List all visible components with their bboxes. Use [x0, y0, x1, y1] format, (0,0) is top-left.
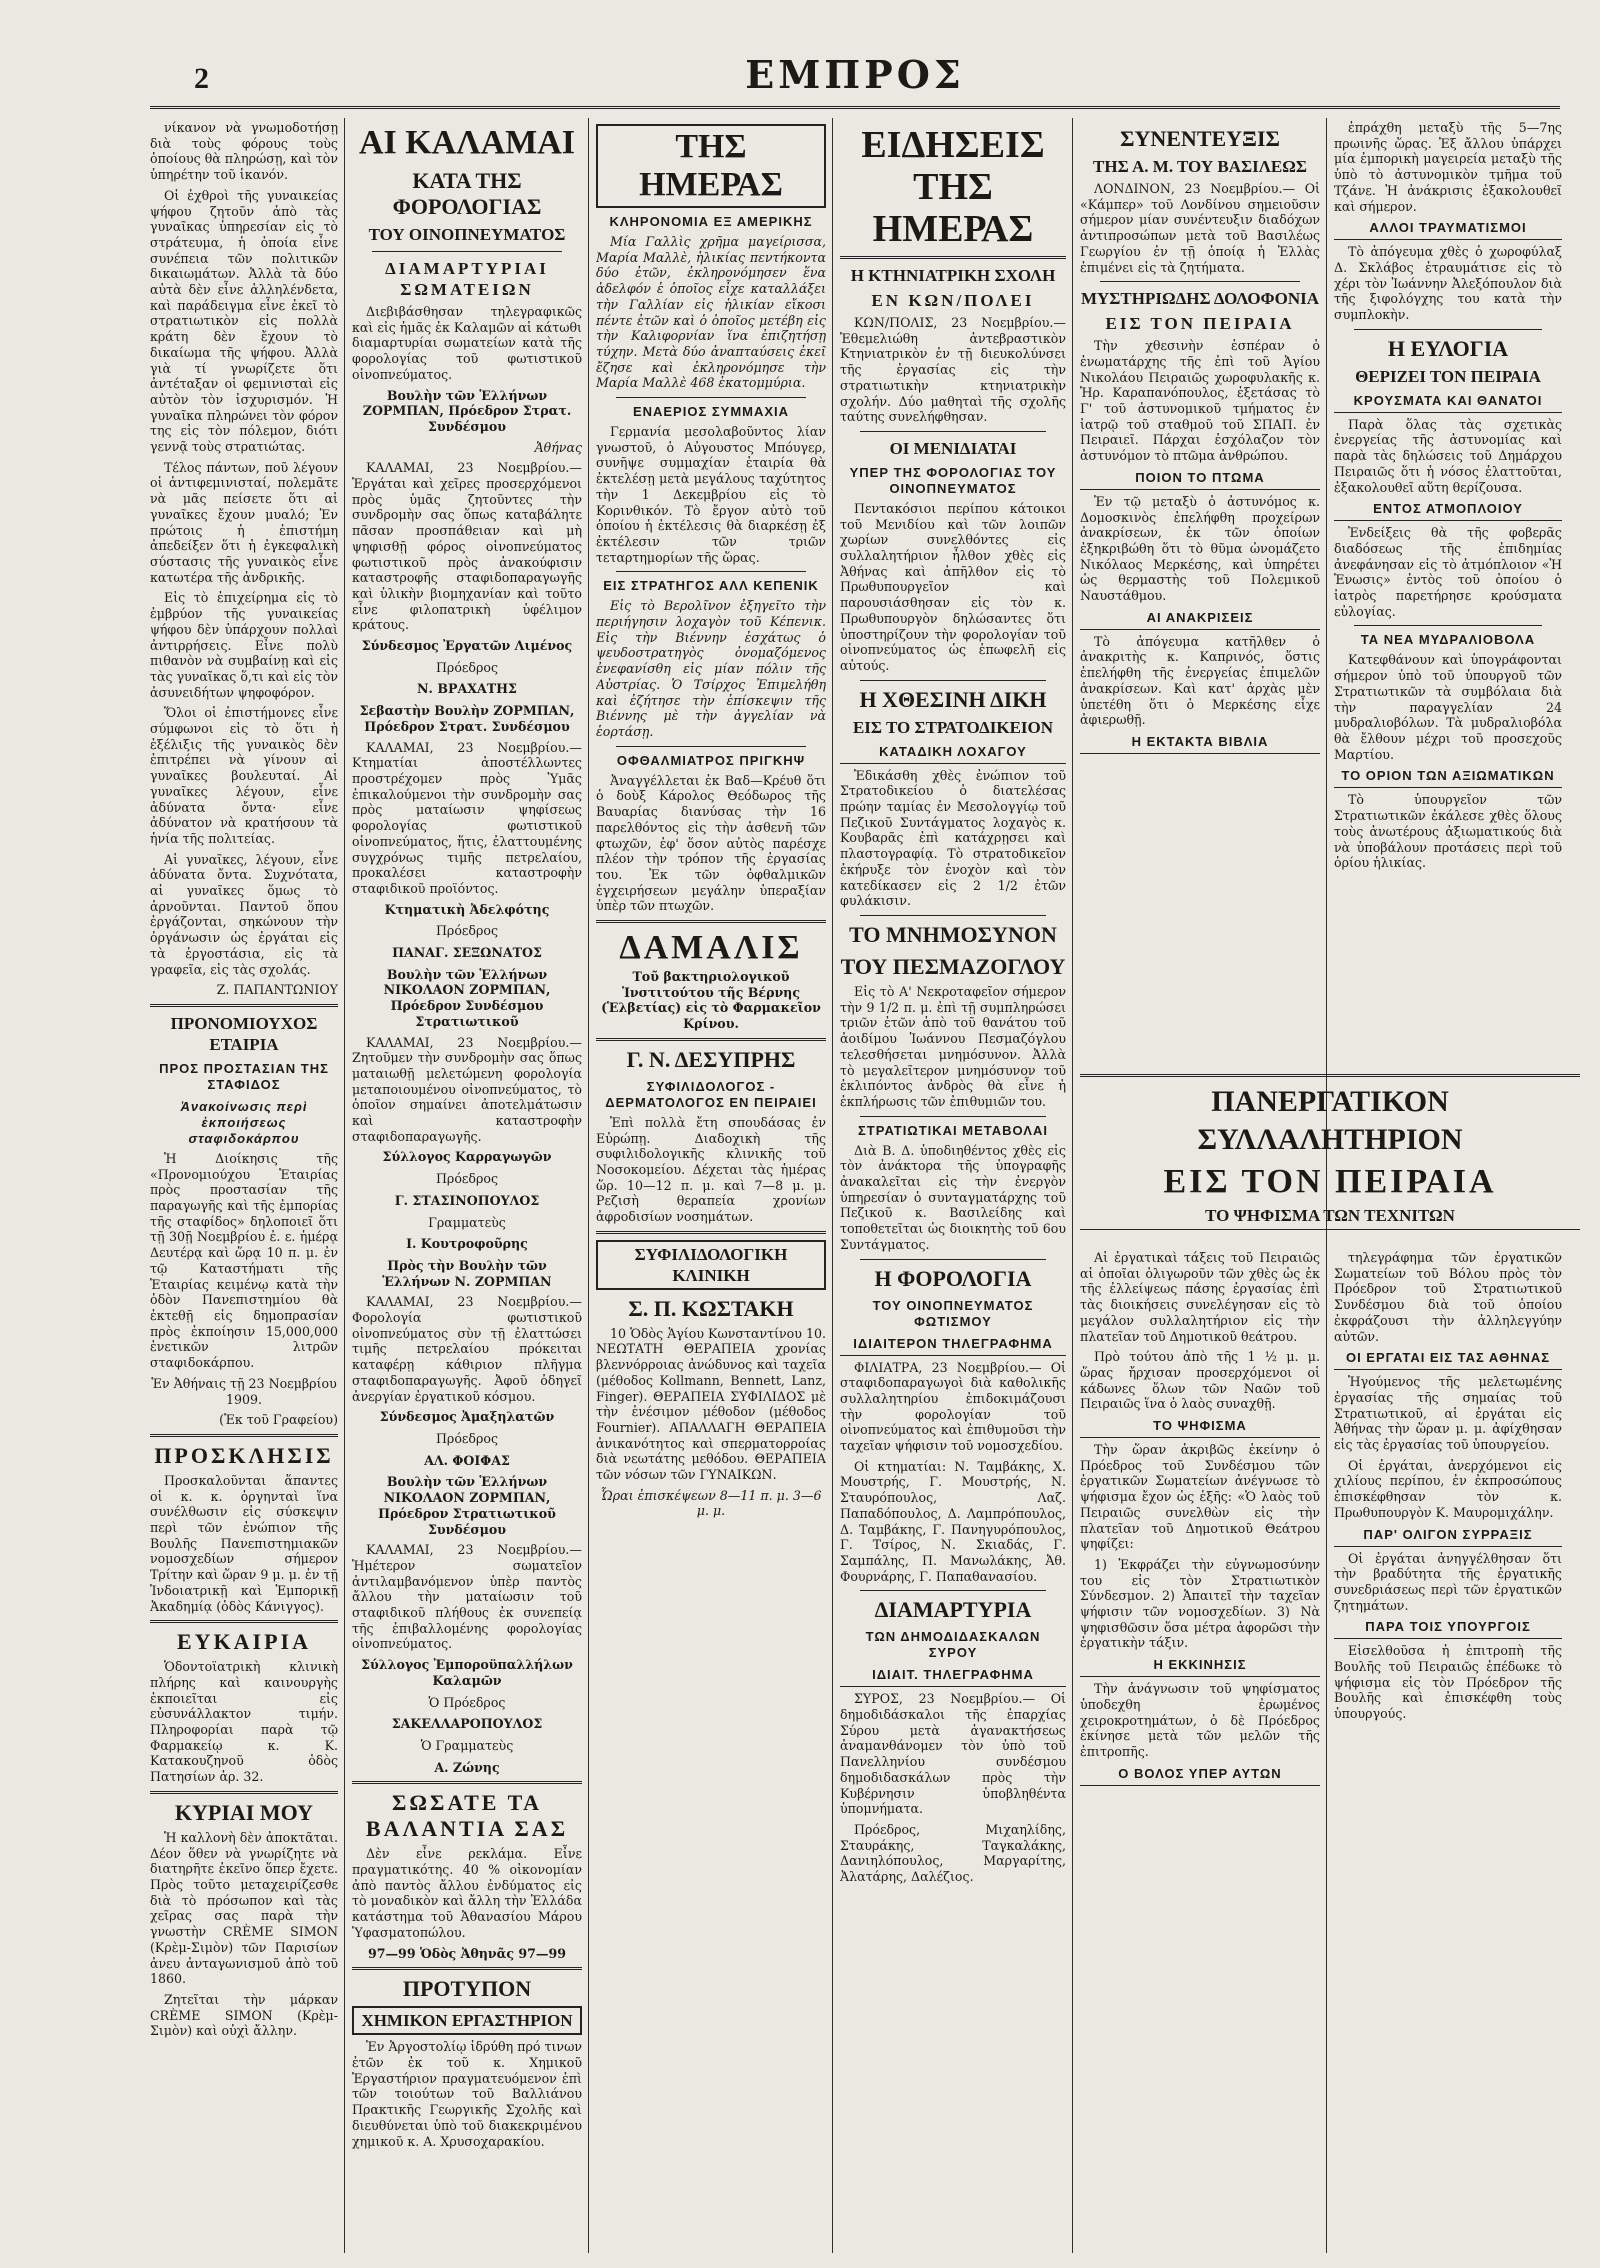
column-rule	[588, 118, 589, 2253]
ad-text: 10 Ὁδὸς Ἁγίου Κωνσταντίνου 10. ΝΕΩΤΑΤΗ ΘΕΡΑΠΕΙΑ χρονίας βλεννόρροιας ἀνώδυνος καὶ ταχεῖα (μέθοδος Kollmann, Bennett, Lanz, Finger). ΘΕΡΑΠΕΙΑ ΣΥΦΙΛΙΔΟΣ μὲ τὴν ἑνέσιμον μέθοδον (μέθοδος Fournier). ΑΠΑΛΛΑΓΗ ΘΕΡΑΠΕΙΑ ἀνικανότητος καὶ σπερματορροίας διὰ νεωτάτης μεθόδου. ΘΕΡΑΠΕΙΑ τῶν νόσων τῶν ΓΥΝΑΙΚΩΝ.	[596, 1325, 826, 1483]
article-subheadline: ΕΙΣ ΤΟΝ ΠΕΙΡΑΙΑ	[1163, 1163, 1497, 1200]
separator	[596, 1038, 826, 1041]
article-subheadline: ΤΩΝ ΔΗΜΟΔΙΔΑΣΚΑΛΩΝ ΣΥΡΟΥ	[865, 1629, 1041, 1661]
separator	[352, 1781, 582, 1784]
telegram-recipient: Σεβαστὴν Βουλὴν ΖΟΡΜΠΑΝ, Πρόεδρον Στρατ. Συνδέσμου	[359, 703, 575, 734]
article-headline: Η ΚΤΗΝΙΑΤΡΙΚΗ ΣΧΟΛΗ	[850, 266, 1056, 285]
ad-text: Ἐπὶ πολλὰ ἔτη σπουδάσας ἐν Εὐρώπῃ. Διαδοχικὴ τῆς συφιλιδολογικῆς κλινικῆς τοῦ Νοσοκομείου. Δέχεται τὰς ἡμέρας ὥρ. 10—12 π. μ. καὶ 7—8 μ. μ. Ρεζισὴ θεραπεία χρονίων ἀφροδισίων νοσημάτων.	[596, 1114, 826, 1225]
separator	[860, 1116, 1046, 1117]
article-headline: ΣΤΡΑΤΙΩΤΙΚΑΙ ΜΕΤΑΒΟΛΑΙ	[858, 1122, 1048, 1138]
page-number: 2	[194, 62, 209, 95]
column-5	[1080, 120, 1320, 1060]
signature: Πρόεδρος	[435, 659, 499, 675]
article-paragraph: Τὸ ἀπόγευμα κατῆλθεν ὁ ἀνακριτὴς κ. Καπρινός, ὅστις ἐπελήφθη τῆς ἐνεργείας ἐπιμελῶν ἀνακρίσεων. Καὶ κατ' ἀρχὰς μὲν ὑπετέθη ὅτι ὁ Μερκέσης εἶχε ἀφιερωθῇ.	[1080, 633, 1320, 728]
column-rule	[832, 118, 833, 2253]
article-headline: ΤΟ ΟΡΙΟΝ ΤΩΝ ΑΞΙΩΜΑΤΙΚΩΝ	[1334, 768, 1562, 788]
column-2	[352, 120, 582, 2250]
article-paragraph: Ἐδικάσθη χθὲς ἐνώπιον τοῦ Στρατοδικείου ὁ διατελέσας πρώην ταμίας ἐν Μεσολογγίῳ τοῦ Πεζικοῦ Συντάγματος λοχαγὸς κ. Κουβαρᾶς ἐπὶ κατάχρῃσει καὶ πλαστογραφίᾳ. Τὸ στρατοδικεῖον ἐκήρυξε τὸν ἐνοχὸν καὶ τὸν κατεδίκασεν εἰς 2 1/2 ἐτῶν φυλάκισιν.	[840, 767, 1066, 909]
article-paragraph: Εἰς τὸ ἐπιχείρημα εἰς τὸ ἐμβρύον τῆς γυναικείας ψήφου δὲν ὑπάρχουν πολλαὶ ἀντιρρήσεις. Εἶνε πολὺ πιθανὸν νὰ συμβαίνῃ καὶ εἰς τὰς γυναῖκας ὅ,τι καὶ εἰς τὸν ἀσυνειδήτων ψηφοφόρον.	[150, 590, 338, 700]
signature: Κτηματικὴ Ἀδελφότης	[384, 901, 550, 917]
signature: ΠΑΝΑΓ. ΣΕΞΩΝΑΤΟΣ	[392, 945, 542, 961]
author-signature: Ζ. ΠΑΠΑΝΤΩΝΙΟΥ	[216, 982, 338, 998]
article-paragraph: Κατεφθάνουν καὶ ὑπογράφονται σήμερον ὑπὸ τοῦ ὑπουργοῦ τῶν Στρατιωτικῶν τὰ συμβόλαια διὰ τὴν παραγγελίαν 24 μυδραλιοβόλων. Τὰ μυδραλιοβόλα θὰ ἔλθουν μέχρι τοῦ προσεχοῦς Μαρτίου.	[1334, 652, 1562, 762]
separator	[150, 1004, 338, 1007]
wide-article	[1080, 1068, 1580, 1234]
article-paragraph: Οἱ ἐργάται, ἀνερχόμενοι εἰς χιλίους περίπου, ἐν ἐκπροσώπους ἐπισκέφθησαν τὸν κ. Πρωθυπουργὸν Κ. Μαυρομιχάλην.	[1334, 1457, 1562, 1520]
ad-title: ΠΡΟΤΥΠΟΝ	[402, 1976, 532, 2002]
article-subheadline: ΠΑΡΑ ΤΟΙΣ ΥΠΟΥΡΓΟΙΣ	[1334, 1619, 1562, 1639]
article-headline: ΚΛΗΡΟΝΟΜΙΑ ΕΞ ΑΜΕΡΙΚΗΣ	[609, 214, 813, 229]
article-headline: ΤΑ ΝΕΑ ΜΥΔΡΑΛΙΟΒΟΛΑ	[1360, 632, 1536, 648]
ad-note: (Ἐκ τοῦ Γραφείου)	[219, 1412, 338, 1428]
separator	[1080, 1074, 1580, 1077]
separator	[596, 920, 826, 923]
signature: Σύνδεσμος Ἀμαξηλατῶν	[379, 1409, 555, 1425]
article-subheadline: ΕΙΣ ΤΟΝ ΠΕΙΡΑΙΑ	[1105, 314, 1295, 334]
paper-name: ΕΜΠΡΟΣ	[745, 52, 965, 97]
article-paragraph: Τὸ ἀπόγευμα χθὲς ὁ χωροφύλαξ Δ. Σκλάβος ἐτραυμάτισε εἰς τὸ χέρι τὸν Ἰωάννην Ἀλεξόπουλον διὰ τῆς ξιφολόγχης του κατὰ τὴν συμπλοκὴν.	[1334, 244, 1562, 323]
wide-article-right	[1334, 1250, 1562, 2250]
article-paragraph: τηλεγράφημα τῶν ἐργατικῶν Σωματείων τοῦ Βόλου πρὸς τὸν Πρόεδρον τοῦ Στρατιωτικοῦ Συνδέσμου διὰ τοῦ ὁποίου ἐκφράζουσι τὴν ἀλληλεγγύην αὐτῶν.	[1334, 1250, 1562, 1344]
ad-title: ΣΥΦΙΛΙΔΟΛΟΓΙΚΗ ΚΛΙΝΙΚΗ	[596, 1240, 826, 1290]
article-headline: Η ΧΘΕΣΙΝΗ ΔΙΚΗ	[859, 686, 1047, 712]
separator	[860, 915, 1046, 916]
separator	[616, 397, 806, 398]
ad-subtitle: ΣΥΦΙΛΙΔΟΛΟΓΟΣ - ΔΕΡΜΑΤΟΛΟΓΟΣ ΕΝ ΠΕΙΡΑΙΕΙ	[605, 1078, 817, 1110]
separator	[150, 1620, 338, 1623]
ad-title: ΔΑΜΑΛΙΣ	[619, 929, 803, 967]
article-paragraph: Παρὰ ὅλας τὰς σχετικὰς ἐνεργείας τῆς ἀστυνομίας καὶ παρὰ τὰς δηλώσεις τοῦ Δημάρχου Πειραιῶς ὅτι ἡ νόσος ἐλαττοῦται, ἐξακολουθεῖ αὕτη θερίζουσα.	[1334, 416, 1562, 495]
ad-title: ΣΩΣΑΤΕ ΤΑ ΒΑΛΑΝΤΙΑ ΣΑΣ	[365, 1790, 569, 1842]
article-subheadline: ΘΕΡΙΖΕΙ ΤΟΝ ΠΕΙΡΑΙΑ	[1355, 366, 1541, 386]
article-subheadline: Η ΕΚΤΑΚΤΑ ΒΙΒΛΙΑ	[1080, 734, 1320, 754]
article-headline: ΠΑΝΕΡΓΑΤΙΚΟΝ ΣΥΛΛΑΛΗΤΗΡΙΟΝ	[1197, 1085, 1463, 1156]
separator	[596, 1231, 826, 1234]
ad-text: Τοῦ βακτηριολογικοῦ Ἰνστιτούτου τῆς Βέρνης (Ἑλβετίας) εἰς τὸ Φαρμακεῖον Κρίνου.	[601, 969, 821, 1032]
article-subheadline: ΚΑΤΑ ΤΗΣ ΦΟΡΟΛΟΓΙΑΣ	[392, 168, 542, 219]
article-subheadline: ΕΝ ΚΩΝ/ΠΟΛΕΙ	[871, 291, 1035, 310]
article-paragraph: Διὰ Β. Δ. ὑποδιηθέντος χθὲς εἰς τὸν ἀνάκτορα τῆς ὑπογραφῆς ἀνακαλεῖται εἰς τὴν ἐνεργὸν ὑπηρεσίαν ὁ συνταγματάρχης τοῦ Πεζικοῦ κ. Βασιλείδης καὶ τοποθετεῖται ὡς διοικητὴς τοῦ 6ου Συντάγματος.	[840, 1142, 1066, 1252]
telegram-recipient: Βουλὴν τῶν Ἑλλήνων ΖΟΡΜΠΑΝ, Πρόεδρον Στρατ. Συνδέσμου	[362, 387, 572, 434]
separator	[150, 1434, 338, 1437]
masthead	[150, 52, 1560, 109]
ad-text: Ἡ Διοίκησις τῆς «Προνομιούχου Ἑταιρίας πρὸς προστασίαν τῆς παραγωγῆς καὶ τῆς ἐμπορίας τῆς σταφίδος» δηλοποιεῖ ὅτι τῇ 30ῇ Νοεμβρίου ἐ. ε. ἡμέρᾳ Δευτέρᾳ καὶ ὥρᾳ 10 π. μ. ἐν τῷ Καταστήματι τῆς Ἑταιρίας κειμένῳ κατὰ τὴν ὁδὸν Πανεπιστημίου θὰ ἐκτεθῇ εἰς δημοπρασίαν πρὸς ἐκποίησιν 15,000,000 ἑνετικῶν λιτρῶν σταφιδοκάρπου.	[150, 1150, 338, 1371]
article-paragraph: Τὸ ὑπουργεῖον τῶν Στρατιωτικῶν ἐκάλεσε χθὲς ὅλους τοὺς ἀνωτέρους ἀξιωματικούς διὰ νὰ ὑποβάλουν προτάσεις περὶ τοῦ ὁρίου ἡλικίας.	[1334, 792, 1562, 871]
ad-heading: Ἀνακοίνωσις περὶ ἐκποιήσεως σταφιδοκάρπου	[180, 1098, 308, 1146]
signature: Ὁ Γραμματεὺς	[420, 1737, 514, 1753]
separator	[860, 431, 1046, 432]
article-paragraph: Τέλος πάντων, ποῦ λέγουν οἱ ἀντιφεμινισταί, πολεμᾶτε νὰ μᾶς πείσετε ὅτι αἱ γυναῖκες ἔχουν μυαλό; Ἐν πρώτοις ἡ ἐπιστήμη ἀπεδείξεν ὅτι ἡ ἐγκεφαλικὴ σύστασις τῆς γυναικὸς εἶνε κατωτέρα τῆς ἀνδρικῆς.	[150, 459, 338, 585]
ad-date: Ἐν Ἀθήναις τῇ 23 Νοεμβρίου 1909.	[151, 1375, 337, 1407]
column-4	[840, 120, 1066, 2250]
article-subheadline: Ο ΒΟΛΟΣ ΥΠΕΡ ΑΥΤΩΝ	[1080, 1766, 1320, 1786]
separator	[860, 1590, 1046, 1591]
signature: Ν. ΒΡΑΧΑΤΗΣ	[417, 681, 517, 697]
ad-text: Ἡ καλλονὴ δὲν ἀποκτᾶται. Δέον ὅθεν νὰ γνωρίζητε νὰ διατηρῆτε ἐκεῖνο ὅπερ ἔχετε. Πρὸς τοῦτο μεταχειρίζεσθε διὰ τὸ πρόσωπον καὶ τὰς χεῖρας σας παρὰ τὴν γνωστὴν CRÈME SIMON (Κρὲμ-Σιμὸν) τῶν Παρισίων ἀνευ ἀνταγωνισμοῦ ἀπὸ τοῦ 1860.	[150, 1829, 338, 1987]
article-paragraph: νίκανον νὰ γνωμοδοτήσῃ διὰ τοὺς φόρους τοὺς ὁποίους θὰ πληρώσῃ, καὶ τὸν ὑπηρέτην τοῦ ἱκανόν.	[150, 120, 338, 183]
article-headline: ΟΦΘΑΛΜΙΑΤΡΟΣ ΠΡΙΓΚΗΨ	[616, 752, 806, 768]
article-paragraph: Εἰς τὸ Α' Νεκροταφεῖον σήμερον τὴν 9 1/2 π. μ. ἐπὶ τῇ συμπληρώσει τριῶν ἐτῶν ἀπὸ τοῦ θανάτου τοῦ ἀοιδίμου Ἰωάννου Πεσμαζόγλου τελεσθήσεται μνημόσυνον. Ἀλλὰ τὸ μεγαλεῖτερον μνημόσυνον τοῦ ἐκλιπόντος ἀνδρὸς θὰ εἶνε ἡ ἐκπλήρωσις τῶν ἐπιθυμιῶν του.	[840, 983, 1066, 1109]
article-subheadline: ΠΑΡ' ΟΛΙΓΟΝ ΣΥΡΡΑΞΙΣ	[1334, 1527, 1562, 1547]
signature: Πρόεδρος	[435, 1171, 499, 1187]
signature: ΣΑΚΕΛΛΑΡΟΠΟΥΛΟΣ	[391, 1716, 543, 1732]
ad-text: Ὁδοντοϊατρικὴ κλινικὴ πλήρης καὶ καινουργὴς ἐκποιεῖται εἰς εὐσυνάλλακτον τιμήν. Πληροφορίαι παρὰ τῷ Φαρμακείῳ κ. Κ. Κατακουζηνοῦ ὁδὸς Πατησίων ἀρ. 32.	[150, 1659, 338, 1785]
ad-name: Σ. Π. ΚΩΣΤΑΚΗ	[628, 1295, 794, 1321]
article-paragraph: Τὴν ὥραν ἀκριβῶς ἐκείνην ὁ Πρόεδρος τοῦ Συνδέσμου τῶν ἐργατικῶν Σωματείων ἀνέγνωσε τὸ ψήφισμα ἔχον ὡς ἑξῆς: «Ὁ λαὸς τοῦ Πειραιῶς συνελθὼν εἰς τὴν πλατεῖαν τοῦ Δημοτικοῦ Θεάτρου ψηφίζει:	[1080, 1442, 1320, 1552]
article-paragraph: Εἰς τὸ Βερολῖνον ἐξηγεῖτο τὴν περιήγησιν λοχαγὸν τοῦ Κέπενικ. Εἰς τὴν Βιέννην ἐσχάτως ὁ ψευδοστρατηγὸς ὀνομαζόμενος ἐνεφανίσθη εἰς μίαν πόλιν τῆς Αὐστρίας. Ὁ Τσίρχος Ἐπιμελήθη καὶ ἐζήτησε τὴν ἐπίσκεψιν τῆς Βιέννης μὲ τὴν ἀγγελίαν νὰ ἑορτάσῃ.	[596, 598, 826, 739]
signature: Ι. Κουτροφοῦρης	[406, 1236, 528, 1252]
article-paragraph: Πρόεδρος, Μιχαηλίδης, Σταυράκης, Ταγκαλάκης, Δανιηλόπουλος, Μαργαρίτης, Ἀλατάρης, Δαλέζιος.	[840, 1822, 1066, 1885]
column-rule	[344, 118, 345, 2253]
signature: Σύλλογος Ἐμποροϋπαλλήλων Καλαμῶν	[361, 1657, 573, 1688]
telegram-text: ΚΑΛΑΜΑΙ, 23 Νοεμβρίου.— Φορολογία φωτιστικοῦ οἰνοπνεύματος σὺν τῇ ἐλαττώσει τιμῆς πετρελαίου πρόκειται καταφέρῃ κάθιριον πλῆγμα σταφιδοπαραγωγῆς. Ἀφοῦ ὀδηγεῖ ἀνεργίαν ἐργατικοῦ κόσμου.	[352, 1294, 582, 1404]
article-subheadline: ΕΝΤΟΣ ΑΤΜΟΠΛΟΙΟΥ	[1334, 501, 1562, 521]
article-subheadline: ΤΗΣ Α. Μ. ΤΟΥ ΒΑΣΙΛΕΩΣ	[1093, 157, 1307, 176]
separator	[372, 251, 562, 252]
article-paragraph: Οἱ κτηματίαι: Ν. Ταμβάκης, Χ. Μουστρής, Γ. Μουστρής, Ν. Σταυρόπουλος, Λαζ. Παπαδόπουλος, Δ. Λαμπρόπουλος, Δ. Ταμβάκης, Γ. Πανηγυρόπουλος, Γ. Τσίρος, Ν. Σκιαδάς, Γ. Σαμπάλης, Π. Μανωλάκης, Ἀθ. Φουρνάρης, Γ. Παπαθανασίου.	[840, 1458, 1066, 1584]
separator	[860, 1259, 1046, 1260]
ad-title: ΠΡΟΣΚΛΗΣΙΣ	[154, 1442, 334, 1468]
article-paragraph: Πεντακόσιοι περίπου κάτοικοι τοῦ Μενιδίου καὶ τῶν λοιπῶν χωρίων συνελθόντες εἰς συλλαλητήριον ἦλθον χθὲς εἰς Ἀθήνας καὶ ἀπῆλθον εἰς τὸ Πρωθυπουργεῖον καὶ παρουσιάσθησαν εἰς τὸν κ. Πρωθυπουργὸν δηλώσαντες ὅτι ὑποστηρίζουν τὴν φορολογίαν τοῦ οἰνοπνεύματος ὡς ἐπωφελῆ εἰς αὐτούς.	[840, 500, 1066, 673]
article-paragraph: Γερμανία μεσολαβοῦντος λίαν γνωστοῦ, ὁ Αὐγουστος Μπόυγερ, συνῆψε συμμαχίαν ἑταιρία θὰ ἐκτελέσῃ μετὰ μεγάλους ταχύτητος τὴν 1 Δεκεμβρίου εἰς τὸ Κορινθικόν. Τὸ ἔργον αὐτὸ τοῦ ὁποίου ἡ ἐκτέλεσις θὰ διαρκέσῃ ἐξ ἐκτέλεσιν τῶν τριῶν τεταρτημορίων τῆς ὥρας.	[596, 424, 826, 565]
article-paragraph: Ἠγούμενος τῆς μελετωμένης ἐργασίας τῆς σημαίας τοῦ Στρατιωτικοῦ, αἱ ἐργάται εἰς Ἀθήνας τὴν ὥραν μ. μ. ἀφίχθησαν εἰς τὰς ἐργασίας τοῦ ὑπουργείου.	[1334, 1374, 1562, 1453]
separator	[1354, 329, 1542, 330]
article-paragraph: Τὴν ἀνάγνωσιν τοῦ ψηφίσματος ὑποδεχθη ἐρωμένος χειροκροτημάτων, ὁ δὲ Πρόεδρος ἐκίνησε μετὰ τῶν μελῶν τῆς ἐπιτροπῆς.	[1080, 1681, 1320, 1759]
article-paragraph: Ἀναγγέλλεται ἐκ Βαδ—Κρέυθ ὅτι ὁ δοὺξ Κάρολος Θεόδωρος τῆς Βαυαρίας διανύσας τὴν 16 παρελθόντος εἰς τὴν ἀσθενῆ τῶν φτωχῶν, ἐφ' ὅσον αὐτὸς παρέσχε πλέον τὴν τρόπον τῆς ἐργασίας του. Ἐκ τῶν ὀφθαλμικῶν ἐγχειρήσεων μεγάλην ὑπεραξίαν ὑπὲρ τῶν πτωχῶν.	[596, 772, 826, 914]
article-paragraph: ΣΥΡΟΣ, 23 Νοεμβρίου.— Οἱ δημοδιδάσκαλοι τῆς ἐπαρχίας Σύρου μετὰ ἀγανακτήσεως ἀναμανθάνομεν τὸν ὑπὸ τοῦ Πανελληνίου συνδέσμου δημοδιδασκάλων πρὸς τὴν Κυβέρνησιν ὑποβληθέντα ὑπομνήματα.	[840, 1691, 1066, 1817]
article-paragraph: Οἱ ἐργάται ἀνηγγέλθησαν ὅτι τὴν βραδύτητα τῆς ἐργατικῆς συνεδριάσεως περὶ τῶν ἐργατικῶν ζητημάτων.	[1334, 1550, 1562, 1613]
article-paragraph: Πρὸ τούτου ἀπὸ τῆς 1 ½ μ. μ. ὥρας ἤρχισαν προσερχόμενοι οἱ κάδωνες ὅλων τῶν Ναῶν τοῦ Πειραιῶς ἵνα ὁ λαὸς συναχθῇ.	[1080, 1349, 1320, 1412]
article-subheadline: ΤΟΥ ΠΕΣΜΑΖΟΓΛΟΥ	[840, 953, 1066, 979]
separator	[616, 571, 806, 572]
article-subheadline: ΥΠΕΡ ΤΗΣ ΦΟΡΟΛΟΓΙΑΣ ΤΟΥ ΟΙΝΟΠΝΕΥΜΑΤΟΣ	[849, 464, 1057, 496]
article-paragraph: Διεβιβάσθησαν τηλεγραφικῶς καὶ εἰς ἡμᾶς ἐκ Καλαμῶν αἱ κάτωθι διαμαρτυρίαι σωματείων κατὰ τῆς φορολογίας τοῦ φωτιστικοῦ οἰνοπνεύματος.	[352, 304, 582, 382]
article-paragraph: Αἱ γυναῖκες, λέγουν, εἶνε ἀδύνατα ὄντα. Συχνότατα, αἱ γυναῖκες ὅμως τὸ ἀρνοῦνται. Παντοῦ ὅπου ἐργάζονται, σηκώνουν τὴν ὀργάνωσιν ὡς ἐργάται εἰς τὰ ἐργοστάσια, εἰς τὰ γραφεῖα, εἰς τὰς σχολάς.	[150, 851, 338, 977]
article-headline: ΤΟ ΜΝΗΜΟΣΥΝΟΝ	[849, 921, 1057, 947]
signature: Πρόεδρος	[435, 923, 499, 939]
column-rule	[1326, 1240, 1327, 2250]
article-paragraph: Ὅλοι οἱ ἐπιστήμονες εἶνε σύμφωνοι εἰς τὸ ὅτι ἡ ἐξέλιξις τῆς γυναικὸς δὲν ἐπιτρέπει νὰ γίνουν αἱ γυναῖκες βουλευταί. Αἱ γυναῖκες λέγουν, εἶνε ἀδύνατα ὄντα· εἶνε ἀδύνατον νὰ κρατήσουν τὰ ἡνία τῆς πολιτείας.	[150, 705, 338, 846]
article-paragraph: Μία Γαλλὶς χρῆμα μαγείρισσα, Μαρία Μαλλὲ, ἡλικίας πεντήκοντα δύο ἐτῶν, ἐκληρονόμησεν ἕνα ἀδελφόν ἑ ὁποῖος εἶχε καταλλάξει τὴν Γαλλίαν εἰς ἡλικίαν εἴκοσι πέντε ἐτῶν καὶ ὁ ὁποῖος μετέβη εἰς τὴν Καλιφορνίαν ἵνα ἐπιζητήσῃ τύχην. Μετὰ δύο ἀναπταύσεις ἐκεῖ ἔζησε καὶ ἐκληρονόμησε τὴν Μαρία Μαλλὲ 468 ἑκατομμύρια.	[596, 234, 826, 391]
telegram-text: ΚΑΛΑΜΑΙ, 23 Νοεμβρίου.— Ζητοῦμεν τὴν συνδρομὴν σας ὅπως ματαιωθῇ μελετώμενη φορολογία μεταποιουμένου οἰνοπνεύματος, τὸ ὁποῖον σημαίνει ἀποτελμάτωσιν καὶ καταστροφὴν σταφιδοπαραγωγῆς.	[352, 1034, 582, 1144]
article-headline: ΟΙ ΜΕΝΙΔΙΑΤΑΙ	[889, 438, 1017, 458]
article-paragraph: Εἰσελθοῦσα ἡ ἐπιτροπὴ τῆς Βουλῆς τοῦ Πειραιῶς ἐπέδωκε τὸ ψήφισμα εἰς τὸν Πρόεδρον τῆς Βουλῆς καὶ ἐπισκέφθη τοὺς ὑπουργούς.	[1334, 1643, 1562, 1722]
wide-article-left	[1080, 1250, 1320, 2250]
ad-title: ΕΥΚΑΙΡΙΑ	[176, 1629, 311, 1655]
article-paragraph: ΦΙΛΙΑΤΡΑ, 23 Νοεμβρίου.— Οἱ σταφιδοπαραγωγοὶ διὰ καθολικῆς συλλαλητηρίου ἐπιδοκιμάζουσι τὴν φορολογίαν τοῦ οἰνοπνεύματος καὶ ἐπιθυμοῦσι τὴν ταχεῖαν ψήφισιν τοῦ νομοσχεδίου.	[840, 1359, 1066, 1454]
column-rule	[1072, 118, 1073, 2253]
telegram-text: ΚΑΛΑΜΑΙ, 23 Νοεμβρίου.— Ἐργάται καὶ χεῖρες προσερχόμενοι πρὸς ὑμᾶς ζητοῦντες τὴν συνδρομὴν σας ὅπως καταβάλητε πᾶσαν προσπάθειαν καὶ μὴ ψηφισθῇ φόρος οἰνοπνεύματος φωτιστικοῦ πρὸς ἀνακούφισιν καταστροφῆς σταφιδοπαραγωγῆς καὶ ὑλικὴν βιομηχανίαν καὶ τοῦτο εἶνε φιλοπατρικὴ ὑφέλιμον κράτους.	[352, 460, 582, 633]
separator	[616, 746, 806, 747]
telegram-recipient: Βουλὴν τῶν Ἑλλήνων ΝΙΚΟΛΑΟΝ ΖΟΡΜΠΑΝ, Πρόεδρον Στρατιωτικοῦ Συνδέσμου	[378, 1474, 556, 1537]
article-subheadline: ΑΛΛΟΙ ΤΡΑΥΜΑΤΙΣΜΟΙ	[1334, 220, 1562, 240]
article-subheadline: ΔΙΑΜΑΡΤΥΡΙΑΙ ΣΩΜΑΤΕΙΩΝ	[385, 259, 549, 299]
telegram-recipient: Βουλὴν τῶν Ἑλλήνων ΝΙΚΟΛΑΟΝ ΖΟΡΜΠΑΝ, Πρόεδρον Συνδέσμου Στρατιωτικοῦ	[383, 966, 551, 1029]
article-paragraph: ἐπράχθη μεταξὺ τῆς 5—7ης πρωινῆς ὥρας. Ἐξ ἄλλου ὑπάρχει μία ἐμπορικὴ μαγειρεία μεταξὺ τῆς ὑπὸ τὸ ἀστυνομικὸν τμῆμα τοῦ Τζάνε. Ἡ ἀνάκρισις ἐξακολουθεῖ καὶ σήμερον.	[1334, 120, 1562, 214]
article-subheadline: ΤΟ ΨΗΦΙΣΜΑ	[1080, 1418, 1320, 1438]
ad-text: Προσκαλοῦνται ἅπαντες οἱ κ. κ. ὀργηνταὶ ἵνα συνέλθωσιν εἰς σύσκεψιν περὶ τῶν ἐνώπιον τῆς Βουλῆς Πανεπιστημιακῶν νομοσχεδίων σήμερον Τρίτην καὶ ὥραν 9 μ. μ. ἐν τῇ Ἰνδοιατρικῇ καὶ Ἐμπορικῇ Ἀκαδημίᾳ (ὁδὸς Κάνιγγος).	[150, 1472, 338, 1614]
signature: Ὁ Πρόεδρος	[428, 1694, 506, 1710]
article-headline: Η ΦΟΡΟΛΟΓΙΑ	[874, 1265, 1032, 1291]
article-subheadline: ΙΔΙΑΙΤ. ΤΗΛΕΓΡΑΦΗΜΑ	[840, 1667, 1066, 1687]
separator	[860, 680, 1046, 681]
separator	[150, 1791, 338, 1794]
article-headline: Η ΕΥΛΟΓΙΑ	[1387, 335, 1509, 361]
signature: Γ. ΣΤΑΣΙΝΟΠΟΥΛΟΣ	[394, 1192, 540, 1208]
article-paragraph: Αἱ ἐργατικαὶ τάξεις τοῦ Πειραιῶς αἱ ὁποῖαι ὀλιγωροῦν τῶν χθὲς ὡς ἐκ τῆς ἐλλείψεως πάσης ἐργασίας ἐπὶ τὰς διοικήσεις συνελέγησαν εἰς τὸ μεγάλον συλλαλητήριον εἰς τὴν πλατεῖαν τοῦ Δημοτικοῦ θεάτρου.	[1080, 1250, 1320, 1344]
article-paragraph: Ἐν τῷ μεταξὺ ὁ ἀστυνόμος κ. Δομοσκινὸς ἐπελήφθη προχείρων ἀνακρίσεων, ἐκ τῶν ὁποίων ἐξηκριβώθη ὅτι τὸ θῦμα ὠνομάζετο Νικόλαος Μερκέσης, καὶ ὑπηρέτει ὡς θερμαστὴς τοῦ Πολεμικοῦ Ναυστάθμου.	[1080, 493, 1320, 604]
article-subheadline: ΕΙΣ ΤΟ ΣΤΡΑΤΟΔΙΚΕΙΟΝ	[852, 717, 1054, 737]
signature: Α. Ζώνης	[434, 1759, 500, 1775]
ad-subtitle: ΠΡΟΣ ΠΡΟΣΤΑΣΙΑΝ ΤΗΣ ΣΤΑΦΙΔΟΣ	[159, 1060, 329, 1092]
separator	[1354, 625, 1542, 626]
ad-title: Γ. Ν. ΔΕΣΥΠΡΗΣ	[626, 1046, 796, 1072]
article-subheadline: ΚΑΤΑΔΙΚΗ ΛΟΧΑΓΟΥ	[840, 744, 1066, 764]
article-headline: ΣΥΝΕΝΤΕΥΞΙΣ	[1120, 126, 1280, 151]
article-subheadline: ΤΟΥ ΟΙΝΟΠΝΕΥΜΑΤΟΣ	[368, 225, 566, 244]
article-paragraph: Τὴν χθεσινὴν ἑσπέραν ὁ ἐνωματάρχης τῆς ἐπὶ τοῦ Ἀγίου Νικολάου Πειραιῶς χωροφυλακῆς κ. Ἡρ. Καραπανόπουλος, ἐξετάσας τὸ Γ' τοῦ ἀστυνομικοῦ τμήματος ἐν ἰατρῷ τοῦ σταθμοῦ τοῦ ΣΠΑΠ. ἐν Πειραιεῖ. Πάρχαι ἐσχόλαζον τὸν ἀστυνόμον τὸ πτῶμα ἀνθρώπου.	[1080, 338, 1320, 464]
article-headline: ΑΙ ΚΑΛΑΜΑΙ	[358, 124, 576, 161]
section-headline: ΤΗΣ ΗΜΕΡΑΣ	[596, 124, 826, 208]
ad-text: Δὲν εἶνε ρεκλάμα. Εἶνε πραγματικότης. 40 % οἰκονομίαν ἀπὸ παντὸς ἄλλου ἐνδύματος εἰς τὸ μοναδικὸν καὶ ἄλλη τὴν Ἑλλάδα κατάστημα τοῦ Ἀθανασίου Μάρου Ὑφασματοπώλου.	[352, 1846, 582, 1940]
separator	[840, 256, 1066, 259]
article-headline: ΕΝΑΕΡΙΟΣ ΣΥΜΜΑΧΙΑ	[632, 404, 790, 420]
article-headline: ΕΙΣ ΣΤΡΑΤΗΓΟΣ ΑΛΛ ΚΕΠΕΝΙΚ	[603, 578, 819, 594]
ad-text: Ἐν Ἀργοστολίῳ ἱδρύθη πρό τινων ἐτῶν ἐκ τοῦ κ. Χημικοῦ Ἐργαστήριον πραγματευόμενον ἐπὶ τῶν τοιούτων τοῦ Βαλλιάνου Πρακτικῆς Γεωργικῆς Σχολῆς καὶ διευθύνεται ὑπὸ τοῦ διακεκριμένου χημικοῦ κ. Α. Χρυσοχαρακίου.	[352, 2039, 582, 2149]
article-subheadline: ΚΡΟΥΣΜΑΤΑ ΚΑΙ ΘΑΝΑΤΟΙ	[1334, 393, 1562, 413]
separator	[352, 1967, 582, 1970]
telegram-text: ΚΑΛΑΜΑΙ, 23 Νοεμβρίου.— Κτηματίαι ἀποστέλλωντες προστρέχομεν πρὸς Ὑμᾶς ἐπικαλούμενοι τὴν συνδρομὴν σας πρὸς ματαίωσιν ψηφίσεως φορολογίας φωτιστικοῦ οἰνοπνεύματος, ἥτις, ἐλαττουμένης συγχρόνως τιμῆς πετρελαίου, προκαλέσει καταστροφὴν σταφιδικοῦ προϊόντος.	[352, 739, 582, 896]
article-paragraph: ΚΩΝ/ΠΟΛΙΣ, 23 Νοεμβρίου.— Ἐθεμελιώθη ἀντεβραστικὸν Κτηνιατρικὸν ἐν τῇ διευκολύνσει τῆς ἐργασίας εἰς τὴν στρατιωτικὴν κτηνιατρικὴν σχολήν. Δύο μαθηταὶ τῆς σχολῆς ταύτης συνελήφθησαν.	[840, 315, 1066, 425]
signature: Σύνδεσμος Ἐργατῶν Λιμένος	[361, 638, 573, 654]
telegram-recipient: Πρὸς τὴν Βουλὴν τῶν Ἑλλήνων Ν. ΖΟΡΜΠΑΝ	[382, 1257, 552, 1289]
article-subheadline: ΤΟ ΨΗΦΙΣΜΑ ΤΩΝ ΤΕΧΝΙΤΩΝ	[1080, 1205, 1580, 1230]
column-6	[1334, 120, 1562, 1060]
column-1	[150, 120, 338, 2250]
article-subheadline: ΤΟΥ ΟΙΝΟΠΝΕΥΜΑΤΟΣ ΦΩΤΙΣΜΟΥ	[872, 1297, 1034, 1329]
ad-title: ΠΡΟΝΟΜΙΟΥΧΟΣ ΕΤΑΙΡΙΑ	[170, 1013, 318, 1054]
article-subheadline: ΠΟΙΟΝ ΤΟ ΠΤΩΜΑ	[1080, 470, 1320, 490]
telegram-text: ΚΑΛΑΜΑΙ, 23 Νοεμβρίου.— Ἡμέτερον σωματεῖον ἀντιλαμβανόμενον ὑπὲρ παντὸς ἄλλου τὴν ματαίωσιν τοῦ σταφιδικοῦ πλήθους ἐκ συνεπείᾳ τῆς ἐπιβαλλομένης φορολογίας οἰνοπνεύματος.	[352, 1542, 582, 1652]
article-paragraph: Οἱ ἐχθροὶ τῆς γυναικείας ψήφου ζητοῦν ἀπὸ τὰς γυναῖκας ὑπηρεσίαν εἰς τὸ στράτευμα, ἡ ὁποία εἶνε συνέπεια τῶν πολιτικῶν δικαιωμάτων. Ἀλλὰ τὰ δύο αὐτὰ δὲν εἶνε ἀλληλένδετα, καὶ παράδειγμα εἶνε ἐκεῖ τὸ στρατιωτικὸν εἰς πολλὰ κράτη δὲν ἔχουν τὸ δικαίωμα τῆς ψήφου. Ἀλλὰ γιὰ τί γνωρίζετε ὅτι ἀντέταξαν οἱ φεμινισταὶ εἰς αὐτὸν τὸν ἰσχυρισμόν. Ἡ γυναῖκα πληρώνει τὸν φόρον της εἰς τὸν πόλεμον, διότι γεννᾷ τοὺς στρατιώτας.	[150, 187, 338, 455]
article-paragraph: 1) Ἐκφράζει τὴν εὐγνωμοσύνην του εἰς τὸν Στρατιωτικὸν Σύνδεσμον. 2) Ἀπαιτεῖ τὴν ταχεῖαν ψήφισιν τῶν νομοσχεδίων. 3) Νὰ ψηφισθῶσιν ὅσα μέτρα ἀφορῶσι τὴν ἐργατικὴν τάξιν.	[1080, 1556, 1320, 1651]
article-headline: ΔΙΑΜΑΡΤΥΡΙΑ	[874, 1597, 1032, 1623]
signature: Πρόεδρος	[435, 1431, 499, 1446]
section-headline: ΕΙΔΗΣΕΙΣ ΤΗΣ ΗΜΕΡΑΣ	[861, 124, 1045, 250]
signature: Γραμματεὺς	[428, 1214, 506, 1230]
ad-address: 97—99 Ὁδὸς Ἀθηνᾶς 97—99	[367, 1945, 567, 1961]
article-paragraph: Ἐνδείξεις θὰ τῆς φοβερᾶς διαδόσεως τῆς ἐπιδημίας ἀνεφάνησαν εἰς τὸ ἀτμόπλοιον «Ἡ Ἑνωσις» ἐντὸς τοῦ ὁποίου ὁ ἰατρὸς παρετήρησε κρούσματα εὐλογίας.	[1334, 525, 1562, 619]
column-3	[596, 120, 826, 2250]
signature: ΑΛ. ΦΟΙΦΑΣ	[424, 1452, 510, 1468]
telegram-place: Ἀθήνας	[534, 439, 582, 455]
article-paragraph: ΛΟΝΔΙΝΟΝ, 23 Νοεμβρίου.— Οἱ «Κάμπερ» τοῦ Λονδίνου σημειοῦσιν σήμερον μίαν συνέντευξιν διαδόχων ἀντιπροσώπων μετὰ τοῦ Βασιλέως Γεωργίου ἐν τῇ ὁποίᾳ ἡ Ἑλλὰς ἐπιμένει εἰς τὰ ζητήματα.	[1080, 181, 1320, 275]
signature: Σύλλογος Καρραγωγῶν	[382, 1149, 552, 1165]
article-subheadline: Η ΕΚΚΙΝΗΣΙΣ	[1080, 1657, 1320, 1677]
article-headline: ΜΥΣΤΗΡΙΩΔΗΣ ΔΟΛΟΦΟΝΙΑ	[1080, 289, 1320, 309]
article-subheadline: ΟΙ ΕΡΓΑΤΑΙ ΕΙΣ ΤΑΣ ΑΘΗΝΑΣ	[1334, 1350, 1562, 1370]
article-subheadline: ΙΔΙΑΙΤΕΡΟΝ ΤΗΛΕΓΡΑΦΗΜΑ	[840, 1336, 1066, 1356]
article-subheadline: ΑΙ ΑΝΑΚΡΙΣΕΙΣ	[1080, 610, 1320, 630]
ad-text: Ζητεῖται τὴν μάρκαν CRÈME SIMON (Κρὲμ-Σιμὸν) καὶ οὐχὶ ἄλλην.	[150, 1991, 338, 2039]
ad-title: ΚΥΡΙΑΙ ΜΟΥ	[174, 1799, 314, 1825]
separator	[1100, 281, 1300, 282]
ad-subtitle: ΧΗΜΙΚΟΝ ΕΡΓΑΣΤΗΡΙΟΝ	[352, 2006, 582, 2035]
ad-hours: Ὧραι ἐπισκέψεων 8—11 π. μ. 3—6 μ. μ.	[600, 1487, 822, 1519]
